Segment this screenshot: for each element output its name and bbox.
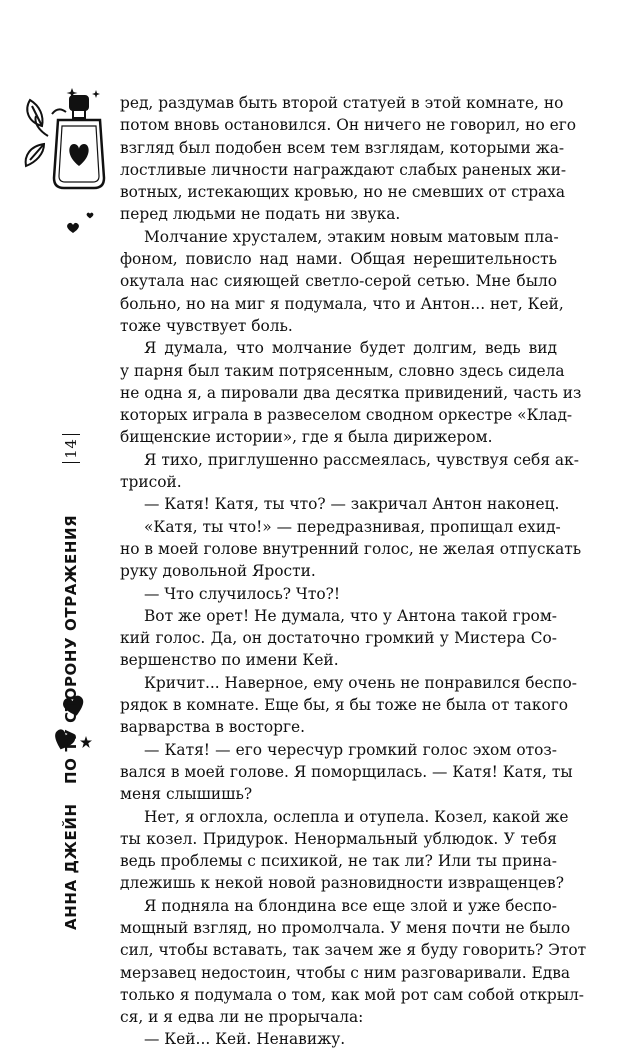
text-line: тоже чувствует боль.	[120, 316, 293, 335]
text-line: ся, и я едва ли не прорычала:	[120, 1008, 364, 1027]
text-line: фоном, повисло над нами. Общая нерешительность	[120, 250, 557, 269]
text-line: Кричит... Наверное, ему очень не понравился беспо-	[144, 673, 577, 692]
text-line: рядок в комнате. Еще бы, я бы тоже не была от такого	[120, 696, 569, 715]
text-line: ведь проблемы с психикой, не так ли? Или ты прина-	[120, 852, 557, 871]
author-name: АННА ДЖЕЙН	[62, 803, 80, 930]
text-line: ты козел. Придурок. Ненормальный ублюдок. У тебя	[120, 829, 557, 848]
text-line: мощный взгляд, но промолчала. У меня почти не было	[120, 918, 571, 937]
small-heart-icon	[66, 222, 80, 234]
text-line: «Катя, ты что!» — передразнивая, пропищал ехид-	[144, 517, 561, 536]
text-line: взгляд был подобен всем тем взглядам, которыми жа-	[120, 138, 565, 157]
perfume-bottle-icon	[22, 86, 108, 198]
text-line: меня слышишь?	[120, 785, 253, 804]
tiny-heart-icon	[86, 212, 94, 219]
text-line: потом вновь остановился. Он ничего не говорил, но его	[120, 116, 577, 135]
text-line: кий голос. Да, он достаточно громкий у Мистера Со-	[120, 629, 557, 648]
text-line: но в моей голове внутренний голос, не желая отпускать	[120, 539, 582, 558]
text-line: Нет, я оглохла, ослепла и отупела. Козел, какой же	[144, 807, 569, 826]
page-number: 14	[62, 434, 80, 462]
text-line: не одна я, а пировали два десятка привидений, часть из	[120, 383, 582, 402]
text-line: больно, но на миг я подумала, что и Антон... нет, Кей,	[120, 294, 564, 313]
text-line: Я подняла на блондина все еще злой и уже беспо-	[144, 896, 557, 915]
star-icon	[80, 736, 92, 748]
text-line: — Катя! — его чересчур громкий голос эхом отоз-	[144, 740, 557, 759]
text-line: — Что случилось? Что?!	[144, 584, 341, 603]
text-line: — Катя! Катя, ты что? — закричал Антон наконец.	[144, 495, 560, 514]
text-line: бищенские истории», где я была дирижером.	[120, 428, 493, 447]
text-line: сил, чтобы вставать, так зачем же я буду говорить? Этот	[120, 941, 587, 960]
text-line: у парня был таким потрясенным, словно здесь сидела	[120, 361, 565, 380]
text-line: длежишь к некой новой разновидности извращенцев?	[120, 874, 564, 893]
text-line: вершенство по имени Кей.	[120, 651, 339, 670]
body-text	[120, 92, 587, 1051]
text-line: лостливые личности награждают слабых раненых жи-	[120, 160, 567, 179]
running-header	[62, 370, 80, 930]
text-line: — Кей... Кей. Ненавижу.	[144, 1030, 346, 1049]
text-line: Я думала, что молчание будет долгим, ведь вид	[144, 339, 557, 358]
text-line: Вот же орет! Не думала, что у Антона такой гром-	[144, 606, 557, 625]
text-line: которых играла в развеселом сводном оркестре «Клад-	[120, 406, 573, 425]
text-line: окутала нас сияющей светло-серой сетью. Мне было	[120, 272, 557, 291]
text-line: руку довольной Ярости.	[120, 562, 316, 581]
text-line: ред, раздумав быть второй статуей в этой комнате, но	[120, 94, 564, 112]
text-line: трисой.	[120, 473, 182, 492]
text-line: вался в моей голове. Я поморщилась. — Катя! Катя, ты	[120, 762, 573, 781]
text-line: Я тихо, приглушенно рассмеялась, чувствуя себя ак-	[144, 450, 579, 469]
book-title: ПО ТУ СТОРОНУ ОТРАЖЕНИЯ	[62, 514, 80, 784]
text-line: только я подумала о том, как мой рот сам собой открыл-	[120, 985, 584, 1004]
text-line: вотных, истекающих кровью, но не смевших от страха	[120, 183, 566, 202]
text-line: варварства в восторге.	[120, 718, 306, 737]
text-line: перед людьми не подать ни звука.	[120, 205, 401, 224]
text-line: Молчание хрусталем, этаким новым матовым пла-	[144, 227, 559, 246]
text-line: мерзавец недостоин, чтобы с ним разговаривали. Едва	[120, 963, 571, 982]
